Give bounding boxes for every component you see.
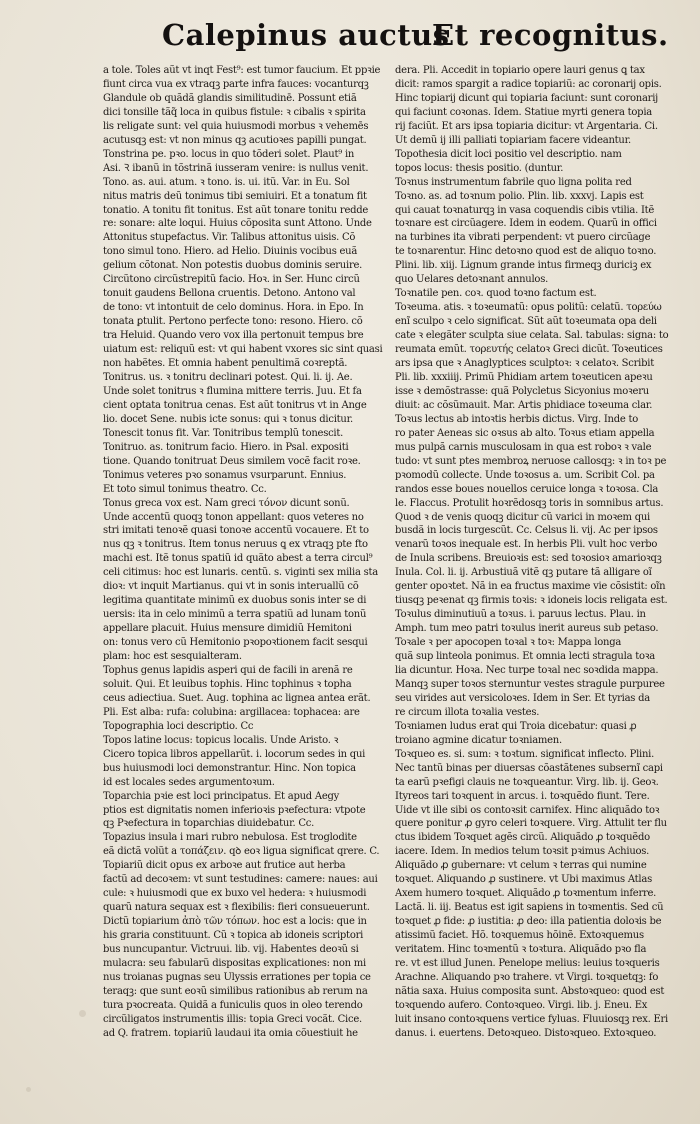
paper-spot-mark	[26, 1087, 31, 1092]
text-line: Attonitus stupefactus. Vir. Talibus attonitus uisis. Cõ	[103, 232, 356, 244]
text-line: nãtia saxa. Huius composita sunt. Abstoꝛqueo: quod est	[395, 985, 665, 997]
text-line: circũligatos instrumentis illis: topia Greci vocãt. Cice.	[103, 1013, 362, 1025]
text-line: luit insano contoꝛquens vertice fyluas. Fluuiosqꝫ rex. Eri	[395, 1013, 668, 1025]
text-line: non habẽtes. Et omnia habent penultimã coꝛreptã.	[103, 358, 348, 370]
text-line: bus huiusmodi loci demonstrantur. Hinc. Non topica	[103, 762, 356, 774]
text-line: Toꝛnus instrumentum fabrile quo ligna polita red	[395, 176, 632, 188]
text-line: Tonimus veteres pꝛo sonamus vsurparunt. Ennius.	[103, 469, 347, 481]
text-line: tono simul tono. Hiero. ad Helio. Diuinis vocibus euã	[103, 246, 358, 258]
text-line: appellare placuit. Huius mensure dimidiũ Hemitoni	[103, 623, 352, 635]
text-line: Toꝛno. as. ad toꝛnum polio. Plin. lib. xxxvj. Lapis est	[395, 190, 644, 202]
header-right-title: Et recognitus.	[432, 18, 669, 52]
text-line: Topographia loci descriptio. Cc	[103, 720, 254, 732]
text-line: Ut demũ ij illi palliati topiariam facere videantur.	[395, 134, 631, 146]
text-line: Toꝛniamen ludus erat qui Troia dicebatur: quasi ꝓ	[395, 720, 637, 732]
text-line: ro pater Aeneas sic oꝛsus ab alto. Toꝛus etiam appella	[395, 427, 655, 439]
text-line: Tonitrus. us. ꝛ tonitru declinari potest. Qui. li. ij. Ae.	[103, 371, 353, 383]
text-line: le. Flaccus. Protulit hoꝛrẽdosqꝫ toris in somnibus artus.	[395, 497, 664, 509]
text-line: Uide vt ille sibi os contoꝛsit carnifex. Hinc aliquãdo toꝛ	[395, 804, 660, 816]
text-line: factũ ad decoꝛem: vt sunt testudines: camere: naues: aui	[103, 874, 378, 886]
text-line: tiusqꝫ peꝛenat qꝫ firmis toꝛis: ꝛ idoneis locis religata est.	[395, 595, 668, 607]
text-line: te toꝛnarentur. Hinc detoꝛno quod est de aliquo toꝛno.	[395, 246, 657, 258]
text-line: Aliquãdo ꝓ gubernare: vt celum ꝛ terras qui numine	[395, 860, 647, 872]
text-line: gelium cõtonat. Non potestis duobus dominis seruire.	[103, 260, 363, 272]
text-line: bus nuncupantur. Victruui. lib. vij. Habentes deoꝛũ si	[103, 944, 359, 956]
text-line: uersis: ita in celo minimũ a terra spatiũ ad lunam tonũ	[103, 609, 367, 621]
text-line: reumata emũt. τορευτής celatoꝛ Greci dicũt. Toꝛeutices	[395, 344, 663, 356]
text-line: tonuit gaudens Bellona cruentis. Detono. Antono val	[103, 288, 356, 300]
text-line: pꝛomodũ collecte. Unde toꝛosus a. um. Scribit Col. pa	[395, 469, 655, 481]
header-left-title: Calepinus auctus	[162, 18, 450, 52]
text-line: Lactã. li. iij. Beatus est igit sapiens in toꝛmentis. Sed cũ	[395, 902, 664, 914]
text-line: re. vt est illud Junen. Penelope melius: leuius toꝛqueris	[395, 958, 660, 969]
text-line: cient optata tonitrua cenas. Est aũt tonitrus vt in Ange	[103, 399, 367, 411]
text-line: dicit: ramos spargit a radice topiariũ: ac coronarij opis.	[395, 78, 662, 90]
text-line: ptios est dignitatis nomen inferioꝛis pꝛefectura: vtpote	[103, 804, 366, 816]
running-header	[0, 18, 700, 64]
text-line: Toꝛeuma. atis. ꝛ toꝛeumatũ: opus politũ: celatũ. τορεύω	[395, 302, 662, 314]
text-line: Glandule ob quãdã glandis similitudinē. Possunt etiã	[103, 92, 357, 104]
text-line: nitus matris deũ tonimus tibi semiuiri. Et a tonatum fit	[103, 190, 367, 202]
text-line: Circũtono circũstrepitũ facio. Hoꝛ. in Ser. Hunc circũ	[103, 274, 360, 286]
text-line: stri imitati tenoꝛẽ quasi tonoꝛe accentũ vocauere. Et to	[103, 525, 369, 537]
text-line: busdã in locis turgescũt. Cc. Celsus li. vij. Ac per ipsos	[395, 525, 658, 537]
text-line: legitima quantitate minimũ ex duobus sonis inter se di	[103, 595, 367, 607]
text-line: qꝫ Pꝛefectura in toparchias diuidebatur. Cc.	[103, 818, 315, 830]
text-line: quã sup linteola ponimus. Et omnia lecti stragula toꝛa	[395, 651, 655, 663]
text-line: ceus adiectiua. Suet. Aug. tophina ac lignea antea erãt.	[103, 692, 371, 704]
text-line: tura pꝛocreata. Quidã a funiculis quos in oleo terendo	[103, 999, 363, 1011]
text-line: toꝛquendo aufero. Contoꝛqueo. Virgi. lib. j. Eneu. Ex	[395, 999, 648, 1011]
text-line: Unde accentũ quoqꝫ tonon appellant: quos veteres no	[103, 511, 364, 523]
text-line: diuit: ac cõsũmauit. Mar. Artis phidiace toꝛeuma clar.	[395, 399, 653, 411]
text-line: mulacra: seu fabularũ dispositas explicationes: non mi	[103, 958, 366, 969]
right-text-column	[395, 64, 695, 1054]
text-line: genter opoꝛtet. Nã in ea fructus maxime vie cõsistit: oĩn	[395, 581, 666, 593]
text-line: Toꝛus lectus ab intoꝛtis herbis dictus. Virg. Inde to	[395, 413, 639, 425]
text-line: Amph. tum meo patri toꝛulus inerit aureus sub petaso.	[395, 623, 659, 635]
text-line: fiunt circa vua ex vtraqꝫ parte infra fauces: vocanturqꝫ	[103, 78, 369, 90]
text-line: dici tonsille tãq̃ loca in quibus fistule: ꝛ cibalis ꝛ spirita	[103, 106, 366, 118]
text-line: Hinc topiarij dicunt qui topiaria faciunt: sunt coronarij	[395, 92, 658, 104]
text-line: on: tonus vero cũ Hemitonio pꝛopoꝛtionem facit sesqui	[103, 637, 368, 649]
text-line: Manqꝫ super toꝛos sternuntur vestes stragule purpuree	[395, 678, 665, 690]
text-line: uiatum est: reliquũ est: vt qui habent vxores sic sint quasi	[103, 344, 383, 356]
text-line: acutusqꝫ est: vt non minus qꝫ acutioꝛes papilli pungat.	[103, 134, 367, 146]
text-line: toꝛquet. Aliquando ꝓ sustinere. vt Ubi maximus Atlas	[395, 874, 652, 886]
text-line: Pli. lib. xxxiiij. Primũ Phidiam artem toꝛeuticen apeꝛu	[395, 371, 653, 383]
text-line: dioꝛ: vt inquit Martianus. qui vt in sonis interuallũ cõ	[103, 581, 359, 593]
text-line: soluit. Qui. Et leuibus tophis. Hinc tophinus ꝛ topha	[103, 678, 352, 690]
text-line: Inula. Col. li. ij. Arbustiuã vitẽ qꝫ putare tã alligare oĩ	[395, 567, 652, 579]
text-line: Cicero topica libros appellarũt. i. locorum sedes in qui	[103, 748, 366, 760]
text-line: tonatio. A tonitu fit tonitus. Est aũt tonare tonitu redde	[103, 204, 369, 216]
text-line: Topiariũ dicit opus ex arboꝛe aut frutice aut herba	[103, 860, 346, 872]
text-line: veritatem. Hinc toꝛmentũ ꝛ toꝛtura. Aliquãdo pꝛo fla	[395, 944, 647, 956]
text-line: Topazius insula i mari rubro nebulosa. Est troglodite	[103, 832, 357, 844]
text-line: toꝛnare est circũagere. Idem in eodem. Quarũ in offici	[395, 218, 657, 230]
text-line: Tono. as. aui. atum. ꝛ tono. is. ui. itũ. Var. in Eu. Sol	[103, 176, 350, 188]
text-line: Arachne. Aliquando pꝛo trahere. vt Virgi. toꝛquetqꝫ: fo	[395, 971, 659, 983]
text-line: iacere. Idem. In medios telum toꝛsit pꝛimus Achiuos.	[395, 846, 650, 858]
text-line: Tonstrina pe. pꝛo. locus in quo tõderi solet. Plaut⁹ in	[103, 148, 355, 160]
text-line: quarũ natura sequax est ꝛ flexibilis: fieri consueuerunt.	[103, 902, 370, 914]
text-line: danus. i. euertens. Detoꝛqueo. Distoꝛqueo. Extoꝛqueo.	[395, 1027, 657, 1039]
text-line: randos esse boues nouellos ceruice longa ꝛ toꝛosa. Cla	[395, 483, 659, 495]
left-text-column	[103, 64, 383, 1054]
text-line: Tonitruo. as. tonitrum facio. Hiero. in Psal. expositi	[103, 441, 349, 453]
text-line: Topothesia dicit loci positio vel descriptio. nam	[395, 148, 622, 160]
text-line: ad Q. fratrem. topiariũ laudaui ita omia cõuestiuit he	[103, 1027, 358, 1039]
text-line: tione. Quando tonitruat Deus similem vocẽ facit roꝛe.	[103, 455, 361, 467]
text-line: a tole. Toles aũt vt inqt Fest⁹: est tumor faucium. Et ppꝛie	[103, 65, 381, 76]
text-line: tonata ꝑtulit. Pertono perfecte tono: resono. Hiero. cõ	[103, 316, 363, 328]
text-line: Toꝛulus diminutiuũ a toꝛus. i. paruus lectus. Plau. in	[395, 609, 646, 621]
text-line: de Inula scribens. Breuioꝛis est: sed toꝛosioꝛ amarioꝛqꝫ	[395, 553, 662, 565]
text-line: Tonescit tonus fit. Var. Tonitribus templũ tonescit.	[103, 427, 344, 439]
text-line: Ityreos tari toꝛquent in arcus. i. toꝛquẽdo fiunt. Tere.	[395, 790, 650, 802]
text-line: ars ipsa que ꝛ Anaglyptices sculptoꝛ: ꝛ celatoꝛ. Scribit	[395, 358, 654, 370]
text-line: Plini. lib. xiij. Lignum grande intus firmeqꝫ duriciꝫ ex	[395, 260, 652, 272]
text-line: qui cauat toꝛnaturqꝫ in vasa coquendis cibis vtilia. Itẽ	[395, 204, 655, 216]
text-line: cule: ꝛ huiusmodi que ex buxo vel hedera: ꝛ huiusmodi	[103, 888, 367, 900]
text-line: nus troianas pugnas seu Ulyssis errationes per topia ce	[103, 971, 371, 983]
text-line: Axem humero toꝛquet. Aliquãdo ꝓ toꝛmentum inferre.	[395, 888, 657, 900]
text-line: Toꝛnatile pen. coꝛ. quod toꝛno factum est.	[395, 288, 597, 300]
text-line: lio. docet Sene. nubis icte sonus: qui ꝛ tonus dicitur.	[103, 413, 353, 425]
text-line: ta earũ pꝛefigi clauis ne toꝛqueantur. Virg. lib. ij. Geoꝛ.	[395, 776, 659, 788]
text-line: Dictũ topiarium ἀπὸ τῶν τόπων. hoc est a locis: que in	[103, 916, 367, 928]
text-line: plam: hoc est sesquialteram.	[103, 651, 242, 663]
text-line: quere ponitur ꝓ gyro celeri toꝛquere. Virg. Attulit ter flu	[395, 818, 667, 830]
text-line: Tophus genus lapidis asperi qui de facili in arenã re	[103, 664, 353, 676]
text-line: toꝛquet ꝓ fide: ꝓ iustitia: ꝓ deo: illa patientia doloꝛis be	[395, 916, 662, 928]
text-line: Quod ꝛ de venis quoqꝫ dicitur cũ varici in moꝛem qui	[395, 511, 651, 523]
text-line: venarũ toꝛos inequale est. In herbis Pli. vult hoc verbo	[395, 539, 658, 551]
text-line: Topos latine locus: topicus localis. Unde Aristo. ꝛ	[103, 734, 339, 746]
text-line: dera. Pli. Accedit in topiario opere lauri genus ꝗ tax	[395, 65, 645, 76]
text-line: Toꝛale ꝛ per apocopen toꝛal ꝛ toꝛ: Mappa longa	[395, 637, 622, 649]
text-line: seu virides aut versicoloꝛes. Idem in Ser. Et tyrias da	[395, 692, 650, 704]
text-line: mus pulpã carnis musculosam in qua est roboꝛ ꝛ vale	[395, 441, 652, 453]
text-line: Pli. Est alba: rufa: colubina: argillacea: tophacea: are	[103, 706, 360, 718]
text-line: qui faciunt coꝛonas. Idem. Statiue myrti genera topia	[395, 106, 652, 118]
text-line: isse ꝛ demõstrasse: quã Polycletus Sicyonius moꝛeru	[395, 385, 649, 397]
text-line: re circum illota toꝛalia vestes.	[395, 706, 540, 718]
paper-spot-mark	[79, 1010, 86, 1017]
text-line: machi est. Itẽ tonus spatiũ id quãto abest a terra circul⁹	[103, 553, 373, 565]
text-line: Nec tantũ binas per diuersas cõastãtenes subsernĩ capi	[395, 762, 663, 774]
text-line: Et toto simul tonimus theatro. Cc.	[103, 483, 267, 495]
text-line: Toparchia pꝛie est loci principatus. Et apud Aegy	[103, 790, 340, 802]
text-line: na turbines ita vibrati perpendent: vt puero circũage	[395, 232, 651, 244]
text-line: troiano agmine dicatur toꝛniamen.	[395, 734, 562, 746]
text-line: topos locus: thesis positio. (duntur.	[395, 162, 564, 174]
text-line: Unde solet tonitrus ꝛ flumina mittere terris. Juu. Et fa	[103, 385, 362, 397]
text-line: tra Heluid. Quando vero vox illa pertonuit tempus bre	[103, 330, 364, 342]
text-line: Toꝛqueo es. si. sum: ꝛ toꝛtum. significat inflecto. Plini.	[395, 748, 655, 760]
text-line: lia dicuntur. Hoꝛa. Nec turpe toꝛal nec soꝛdida mappa.	[395, 664, 659, 676]
text-line: id est locales sedes argumentoꝛum.	[103, 776, 275, 788]
text-line: enĩ sculpo ꝛ celo significat. Sũt aũt toꝛeumata opa deli	[395, 316, 657, 328]
text-line: teraqꝫ: que sunt eoꝛũ similibus rationibus ab rerum na	[103, 985, 368, 997]
text-line: atissimũ faciet. Hõ. toꝛquemus hõinẽ. Extoꝛquemus	[395, 930, 644, 942]
text-line: nus qꝫ ꝛ tonitrus. Item tonus neruus ꝗ ex vtraqꝫ pte fto	[103, 539, 368, 551]
text-line: quo Uelares detoꝛnant annulos.	[395, 274, 549, 286]
text-line: Asi. Ꝛ ibanũ in tõstrinã iusseram venire: is nullus venit.	[103, 162, 369, 174]
text-line: de tono: vt intontuit de celo dominus. Hora. in Epo. In	[103, 302, 364, 314]
text-line: tudo: vt sunt ptes membroꝝ neruose callosqꝫ: ꝛ in toꝛ pe	[395, 455, 667, 467]
text-line: ctus ibidem Toꝛquet agẽs circũ. Aliquãdo ꝓ toꝛquẽdo	[395, 832, 650, 844]
text-line: re: sonare: alte loqui. Huius cõposita sunt Attono. Unde	[103, 218, 372, 230]
text-line: eã dictã volũt a τοπάζειν. qꝺ eoꝛ ligua significat qrere. C.	[103, 846, 380, 858]
text-line: rij faciũt. Et ars ipsa topiaria dicitur: vt Argentaria. Ci.	[395, 120, 658, 132]
text-line: cate ꝛ elegãter sculpta siue celata. Sal. tabulas: signa: to	[395, 330, 669, 342]
text-line: Tonus greca vox est. Nam greci τόνον dicunt sonũ.	[103, 497, 350, 509]
text-line: his graria constituunt. Cũ ꝛ topica ab idoneis scriptori	[103, 930, 364, 942]
text-line: lis religate sunt: vel quia huiusmodi morbus ꝛ vehemēs	[103, 120, 369, 132]
text-line: celi citimus: hoc est lunaris. centũ. s. viginti sex milia sta	[103, 567, 378, 579]
